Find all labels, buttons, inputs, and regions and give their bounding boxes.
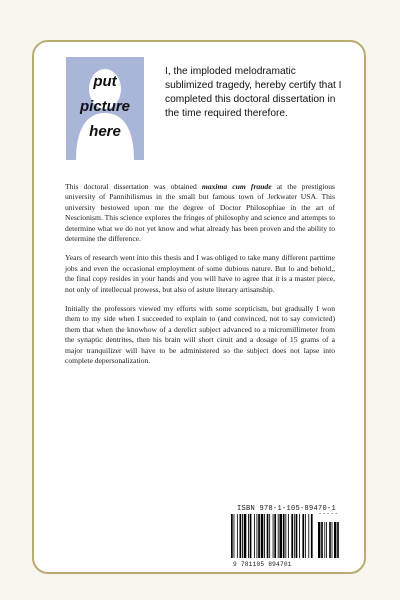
barcode-bar (294, 514, 295, 558)
barcode-bar (237, 514, 238, 558)
paragraph-1-start: This doctoral dissertation was obtained (65, 182, 202, 191)
barcode-addon-bar (332, 522, 333, 558)
barcode-addon-bar (324, 522, 325, 558)
barcode-addon-bar (329, 522, 331, 558)
barcode-bar (302, 514, 304, 558)
barcode-bar (264, 514, 265, 558)
barcode-bar (250, 514, 252, 558)
barcode-bar (291, 514, 293, 558)
barcode-bar (269, 514, 270, 558)
barcode-bar (279, 514, 282, 558)
barcode-bar (242, 514, 243, 558)
paragraph-3: Initially the professors viewed my efforts with some scepticism, but gradually I won them to my side when I succeeded to explain to (and convinced, not to say convicted) them that when the knowhow of a derelict subject advanced to a micromillimeter from the synaptic dentrites, then his brain will short ciruit and a dosage of 15 grams of a major tranquilizer will have to be administered so the subject does not lapse into complete depersonalization. (65, 304, 335, 366)
barcode-bar (296, 514, 298, 558)
barcode-bar (273, 514, 274, 558)
barcode-bar (248, 514, 249, 558)
barcode-bars (230, 514, 340, 558)
barcode-bar (267, 514, 269, 558)
barcode-bar (283, 514, 285, 558)
barcode-bar (288, 514, 289, 558)
barcode-addon-bar (318, 522, 320, 558)
photo-placeholder (66, 57, 144, 160)
barcode-bar (261, 514, 264, 558)
barcode-bar (274, 514, 276, 558)
barcode-addon-bar (337, 522, 339, 558)
description-body (65, 182, 335, 376)
barcode-bar (240, 514, 242, 558)
photo-placeholder-text (66, 69, 144, 144)
barcode-bar (244, 514, 247, 558)
barcode-digits: 9 781105 894701 (233, 561, 292, 568)
barcode (230, 514, 340, 558)
barcode-bar (234, 514, 235, 558)
barcode-bar (299, 514, 300, 558)
barcode-bar (231, 514, 233, 558)
paragraph-2: Years of research went into this thesis and I was obliged to take many different parttime jobs and even the occasional employment of some dubious nature. But lo and behold,, the final copy resides in your hands and you will have to agree that it is a master piece, not only of intellecual prowess, but also of astute literary artisanship. (65, 253, 335, 294)
isbn-label: ISBN 978-1-105-89470-1 (237, 505, 337, 513)
barcode-addon-bar (334, 522, 336, 558)
photo-text-line3: here (89, 123, 121, 140)
barcode-bar (311, 514, 313, 558)
barcode-bar (258, 514, 260, 558)
barcode-bar (257, 514, 258, 558)
paragraph-1-emphasis: maxima cum fraude (201, 182, 272, 191)
photo-text-line1: put (93, 73, 117, 90)
barcode-addon-bar (326, 522, 327, 558)
barcode-bar (254, 514, 255, 558)
barcode-bar (285, 514, 286, 558)
barcode-bar (305, 514, 306, 558)
barcode-bar (308, 514, 309, 558)
barcode-bar (278, 514, 279, 558)
barcode-addon-bar (321, 522, 323, 558)
paragraph-1-end: at the prestigious university of Pannihilismus in the small but famous town of Jerkwater USA. This university bestowed upon me the degree of Doctor Philosophiae in the art of Nescionism. This science explores the fringes of philosophy and science and attempts to determine what we do not yet know and what already has been proven and the ability to determine the difference. (65, 182, 335, 244)
photo-text-line2: picture (79, 98, 130, 115)
certificate-text: I, the imploded melodramatic sublimized tragedy, hereby certify that I completed this doctoral dissertation in the time required therefore. (165, 66, 342, 119)
paragraph-1 (65, 182, 335, 244)
